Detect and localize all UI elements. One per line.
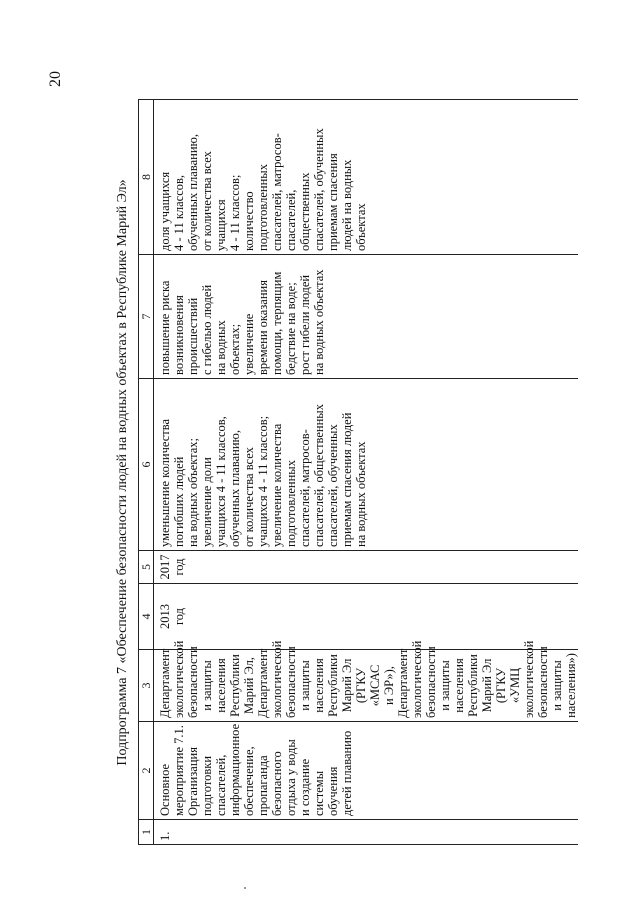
header-row — [139, 100, 154, 845]
cell-line: на водных объектах — [312, 269, 326, 375]
cell-line: населения — [452, 658, 466, 713]
cell-line: количество — [242, 191, 256, 251]
cell-line: населения — [312, 658, 326, 713]
cell-line: спасателей, — [214, 754, 228, 816]
cell-line: уменьшение количества — [158, 418, 172, 547]
executor-cell — [154, 640, 579, 722]
start-year-cell — [154, 584, 579, 650]
cell-line: детей плаванию — [340, 730, 354, 816]
cell-line: 2017 — [158, 554, 172, 580]
cell-line: 4 - 11 классов, — [172, 174, 186, 251]
cell-line: безопасности — [284, 646, 298, 718]
cell-line: от количества всех — [242, 447, 256, 547]
cell-line: 2013 — [158, 604, 172, 629]
cell-line: погибших людей — [172, 456, 186, 547]
cell-line: населения») — [564, 653, 578, 718]
measure-name-cell — [154, 722, 579, 820]
cell-line: на водных — [214, 320, 228, 375]
cell-line: обеспечение, — [242, 746, 256, 816]
column-header: 8 — [139, 100, 154, 255]
cell-line: Организация — [186, 747, 200, 816]
cell-line: обученных плаванию, — [228, 430, 242, 547]
cell-line: и защиты — [298, 660, 312, 711]
cell-line: экологической — [522, 640, 536, 718]
indicator-link-cell — [154, 100, 579, 255]
cell-line: времени оказания — [256, 280, 270, 375]
cell-line: год — [172, 607, 186, 626]
cell-line: рост гибели людей — [298, 274, 312, 375]
cell-line: Департамент — [396, 648, 410, 718]
measures-table — [138, 99, 578, 845]
cell-line: учащихся 4 - 11 классов; — [256, 415, 270, 547]
cell-line: объектах; — [228, 323, 242, 375]
cell-line: информационное — [228, 723, 242, 816]
cell-line: год — [172, 558, 186, 576]
cell-line: спасателей, матросов- — [298, 429, 312, 547]
cell-line: возникновения — [172, 295, 186, 375]
cell-line: повышение риска — [158, 280, 172, 375]
cell-line: экологической — [270, 640, 284, 718]
cell-line: обученных плаванию, — [186, 134, 200, 251]
cell-line: и защиты — [550, 660, 564, 711]
rotated-table-frame — [110, 100, 578, 845]
table-row — [154, 100, 579, 845]
cell-line: Марий Эл — [480, 658, 494, 713]
cell-line: и защиты — [200, 660, 214, 711]
cell-line: и создание — [298, 758, 312, 816]
cell-line: подготовленных — [256, 164, 270, 251]
cell-line: подготовленных — [284, 460, 298, 547]
cell-line: Основное — [158, 763, 172, 816]
cell-line: общественных — [298, 172, 312, 251]
cell-line: системы обучения — [312, 766, 340, 816]
expected-result-cell — [154, 379, 579, 551]
cell-line: безопасности — [536, 646, 550, 718]
cell-line: экологической — [410, 640, 424, 718]
cell-line: увеличение — [242, 313, 256, 375]
column-header: 4 — [139, 584, 154, 650]
cell-line: увеличение доли — [200, 457, 214, 547]
cell-line: происшествий — [186, 297, 200, 375]
cell-line: бедствие на воде; — [284, 282, 298, 375]
cell-line: спасателей, матросов- — [270, 133, 284, 251]
cell-line: спасателей, общественных — [312, 404, 326, 547]
cell-line: (РГКУ «УМЦ — [494, 667, 522, 704]
scan-dot — [244, 887, 246, 889]
cell-line: увеличение количества — [270, 423, 284, 547]
cell-line: учащихся — [214, 199, 228, 251]
cell-line: безопасности — [186, 646, 200, 718]
cell-line: спасателей, обученных — [326, 424, 340, 547]
cell-line: пропаганда — [256, 755, 270, 816]
cell-line: Республики — [326, 654, 340, 717]
cell-line: экологической — [172, 640, 186, 718]
cell-line: Республики — [228, 654, 242, 717]
cell-line: спасателей, — [284, 189, 298, 251]
cell-line: Марий Эл, — [242, 657, 256, 714]
cell-line: отдыха у воды — [284, 739, 298, 816]
cell-line: на водных объектах; — [186, 438, 200, 547]
cell-line: безопасного — [270, 751, 284, 816]
row-number-cell: 1. — [154, 820, 579, 845]
column-header: 3 — [139, 650, 154, 722]
cell-line: и ЭР»), — [382, 666, 396, 705]
cell-line: с гибелью людей — [200, 284, 214, 375]
cell-line: 4 - 11 классов; — [228, 174, 242, 251]
column-header: 5 — [139, 551, 154, 584]
cell-line: людей на водных — [340, 159, 354, 251]
column-header: 2 — [139, 722, 154, 820]
cell-line: Департамент — [256, 648, 270, 718]
cell-line: и защиты — [438, 660, 452, 711]
cell-line: приемам спасения людей — [340, 412, 354, 547]
page-number: 20 — [47, 71, 64, 87]
column-header: 1 — [139, 820, 154, 845]
cell-line: населения — [214, 658, 228, 713]
subprogram-title: Подпрограмма 7 «Обеспечение безопасности людей на водных объектах в Республике Марий Эл» — [115, 179, 130, 766]
cell-line: подготовки — [200, 755, 214, 816]
cell-line: приемам спасения — [326, 153, 340, 251]
cell-line: объектах — [354, 203, 368, 251]
consequences-cell — [154, 255, 579, 379]
cell-line: безопасности — [424, 646, 438, 718]
cell-line: доля учащихся — [158, 171, 172, 251]
cell-line: (РГКУ «МСАС — [354, 664, 382, 707]
cell-line: спасателей, обученных — [312, 128, 326, 251]
cell-line: Марий Эл — [340, 658, 354, 713]
cell-line: учащихся 4 - 11 классов, — [214, 416, 228, 547]
cell-line: мероприятие 7.1. — [172, 725, 186, 816]
column-header: 6 — [139, 379, 154, 551]
column-header: 7 — [139, 255, 154, 379]
end-year-cell — [154, 551, 579, 584]
cell-line: на водных объектах — [354, 441, 368, 547]
cell-line: Департамент — [158, 648, 172, 718]
cell-line: от количества всех — [200, 151, 214, 251]
cell-line: Республики — [466, 654, 480, 717]
cell-line: помощи, терпящим — [270, 271, 284, 375]
